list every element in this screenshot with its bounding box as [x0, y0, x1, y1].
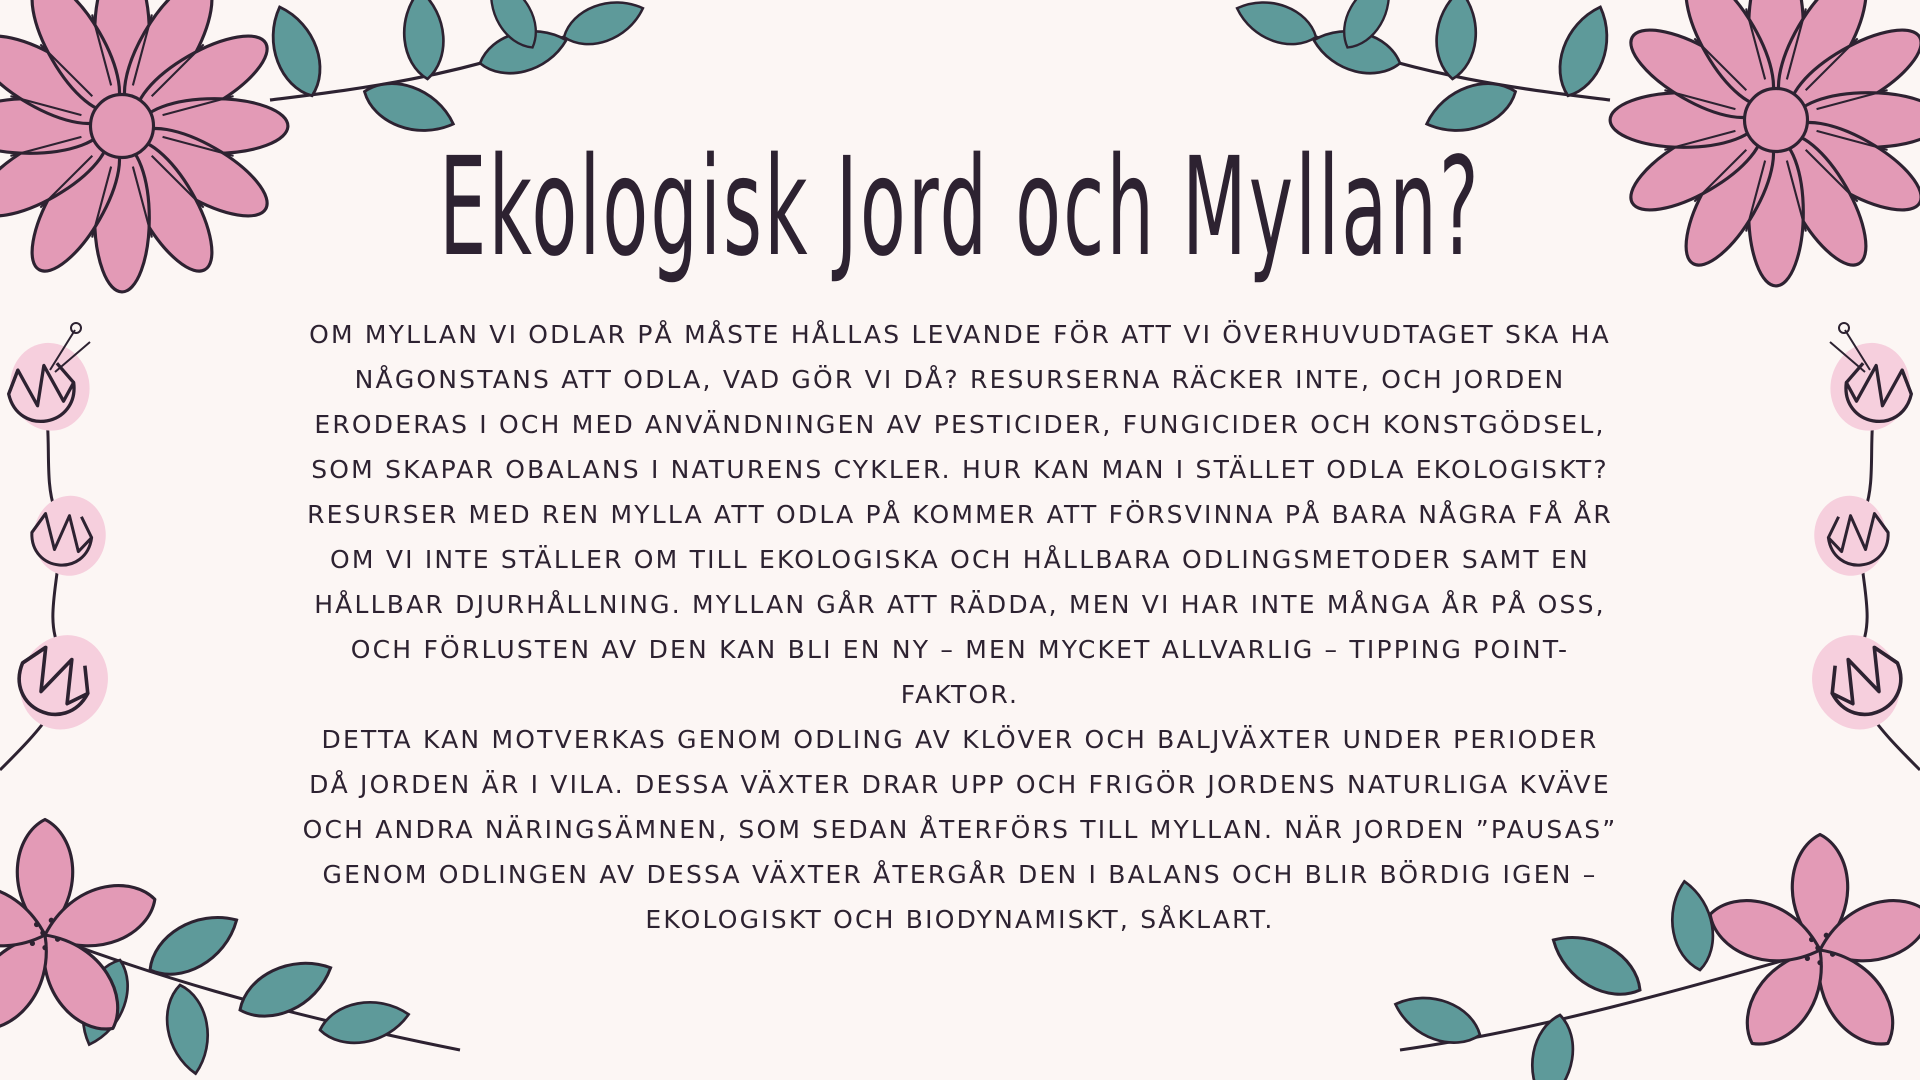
paragraph-2: RESURSER MED REN MYLLA ATT ODLA PÅ KOMMER ATT FÖRSVINNA PÅ BARA NÅGRA FÅ ÅR OM VI INTE STÄLLER OM TILL EKOLOGISKA OCH HÅLLBARA ODLINGSMETODER SAMT EN HÅLLBAR DJURHÅLLNING. MYLLAN GÅR ATT RÄDDA, MEN VI HAR INTE MÅNGA ÅR PÅ OSS, OCH FÖRLUSTEN AV DEN KAN BLI EN NY – MEN MYCKET ALLVARLIG – TIPPING POINT-FAKTOR.: [307, 500, 1613, 709]
body-text: [300, 312, 1620, 942]
tulip-vine-left: [0, 330, 160, 750]
tulip-vine-right: [1760, 330, 1920, 750]
daisy-flower-top-right: [1600, 0, 1920, 300]
paragraph-1: OM MYLLAN VI ODLAR PÅ MÅSTE HÅLLAS LEVANDE FÖR ATT VI ÖVERHUVUDTAGET SKA HA NÅGONSTANS ATT ODLA, VAD GÖR VI DÅ? RESURSERNA RÄCKER INTE, OCH JORDEN ERODERAS I OCH MED ANVÄNDNINGEN AV PESTICIDER, FUNGICIDER OCH KONSTGÖDSEL, SOM SKAPAR OBALANS I NATURENS CYKLER. HUR KAN MAN I STÄLLET ODLA EKOLOGISKT?: [309, 320, 1611, 484]
paragraph-3: DETTA KAN MOTVERKAS GENOM ODLING AV KLÖVER OCH BALJVÄXTER UNDER PERIODER DÅ JORDEN ÄR I VILA. DESSA VÄXTER DRAR UPP OCH FRIGÖR JORDENS NATURLIGA KVÄVE OCH ANDRA NÄRINGSÄMNEN, SOM SEDAN ÅTERFÖRS TILL MYLLAN. NÄR JORDEN ”PAUSAS” GENOM ODLINGEN AV DESSA VÄXTER ÅTERGÅR DEN I BALANS OCH BLIR BÖRDIG IGEN – EKOLOGISKT OCH BIODYNAMISKT, SÅKLART.: [302, 725, 1618, 934]
page-title: Ekologisk Jord och Myllan?: [439, 129, 1481, 287]
daisy-flower-top-left: [0, 0, 300, 300]
